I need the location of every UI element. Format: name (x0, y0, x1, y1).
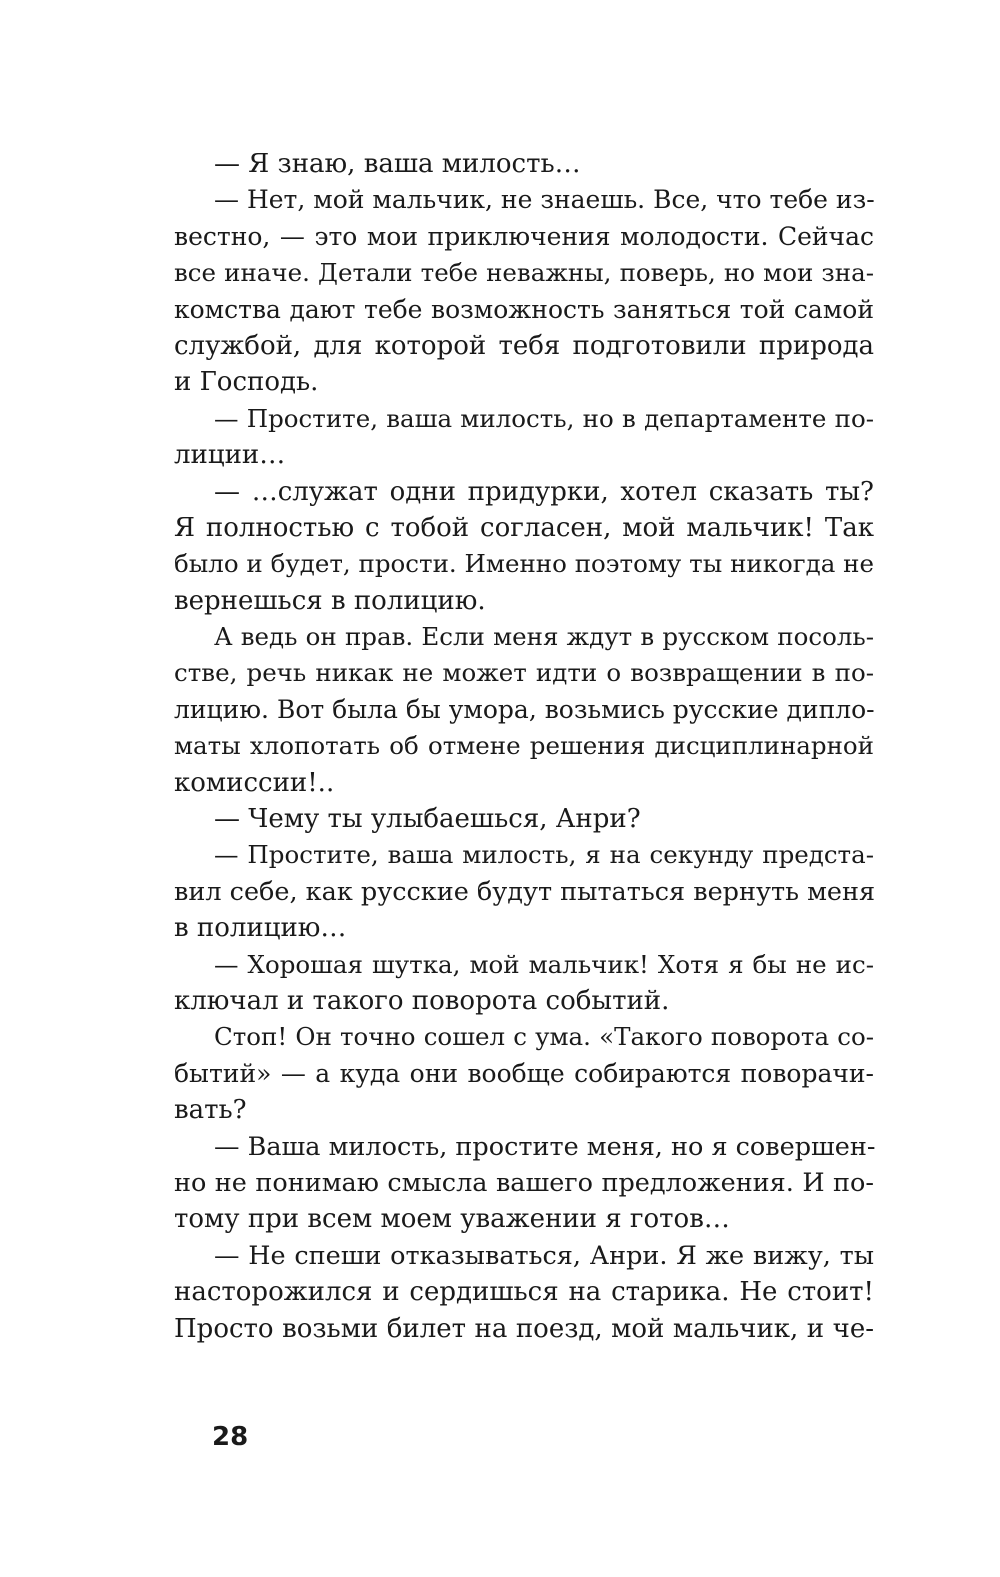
text-line: А ведь он прав. Если меня ждут в русском посоль- (214, 622, 874, 652)
text-line: комиссии!.. (174, 767, 335, 798)
text-line: ключал и такого поворота событий. (174, 985, 670, 1016)
text-line: — Не спеши отказываться, Анри. Я же вижу, ты (214, 1240, 874, 1271)
text-line: — Чему ты улыбаешься, Анри? (214, 804, 641, 835)
page-number: 28 (212, 1422, 249, 1452)
text-line: в полицию… (174, 913, 347, 944)
text-line: вил себе, как русские будут пытаться вернуть меня (174, 876, 876, 907)
text-line: бытий» — а куда они вообще собираются поворачи- (174, 1058, 874, 1088)
text-line: насторожился и сердишься на старика. Не стоит! (174, 1277, 874, 1308)
text-line: лицию. Вот была бы умора, возьмись русские дипло- (174, 694, 875, 724)
text-line: службой, для которой тебя подготовили природа (174, 330, 874, 361)
text-line: и Господь. (174, 367, 319, 398)
text-line: — Хорошая шутка, мой мальчик! Хотя я бы не ис- (214, 949, 874, 979)
text-line: вестно, — это мои приключения молодости. Сейчас (174, 221, 874, 251)
text-line: Просто возьми билет на поезд, мой мальчик, и че- (174, 1313, 874, 1344)
text-line: вать? (174, 1095, 247, 1126)
page-body-text (174, 146, 874, 1347)
text-line: — Ваша милость, простите меня, но я совершен- (214, 1131, 876, 1162)
text-line: лиции… (174, 440, 286, 471)
text-line: все иначе. Детали тебе неважны, поверь, но мои зна- (174, 258, 874, 288)
text-line: вернешься в полицию. (174, 585, 486, 616)
text-line: — Простите, ваша милость, я на секунду предста- (214, 840, 874, 870)
text-line: тому при всем моем уважении я готов… (174, 1204, 730, 1235)
text-line: было и будет, прости. Именно поэтому ты никогда не (174, 549, 874, 579)
text-line: — Нет, мой мальчик, не знаешь. Все, что тебе из- (214, 185, 875, 215)
text-line: — …служат одни придурки, хотел сказать ты? (214, 476, 874, 507)
text-line: Я полностью с тобой согласен, мой мальчик! Так (174, 512, 874, 543)
text-line: комства дают тебе возможность заняться той самой (174, 294, 874, 324)
text-line: Стоп! Он точно сошел с ума. «Такого поворота со- (214, 1022, 874, 1052)
text-line: но не понимаю смысла вашего предложения. И по- (174, 1167, 874, 1198)
text-line: стве, речь никак не может идти о возвращении в по- (174, 658, 874, 688)
text-line: маты хлопотать об отмене решения дисциплинарной (174, 731, 874, 761)
text-line: — Я знаю, ваша милость… (214, 149, 581, 179)
text-line: — Простите, ваша милость, но в департаменте по- (214, 403, 874, 433)
